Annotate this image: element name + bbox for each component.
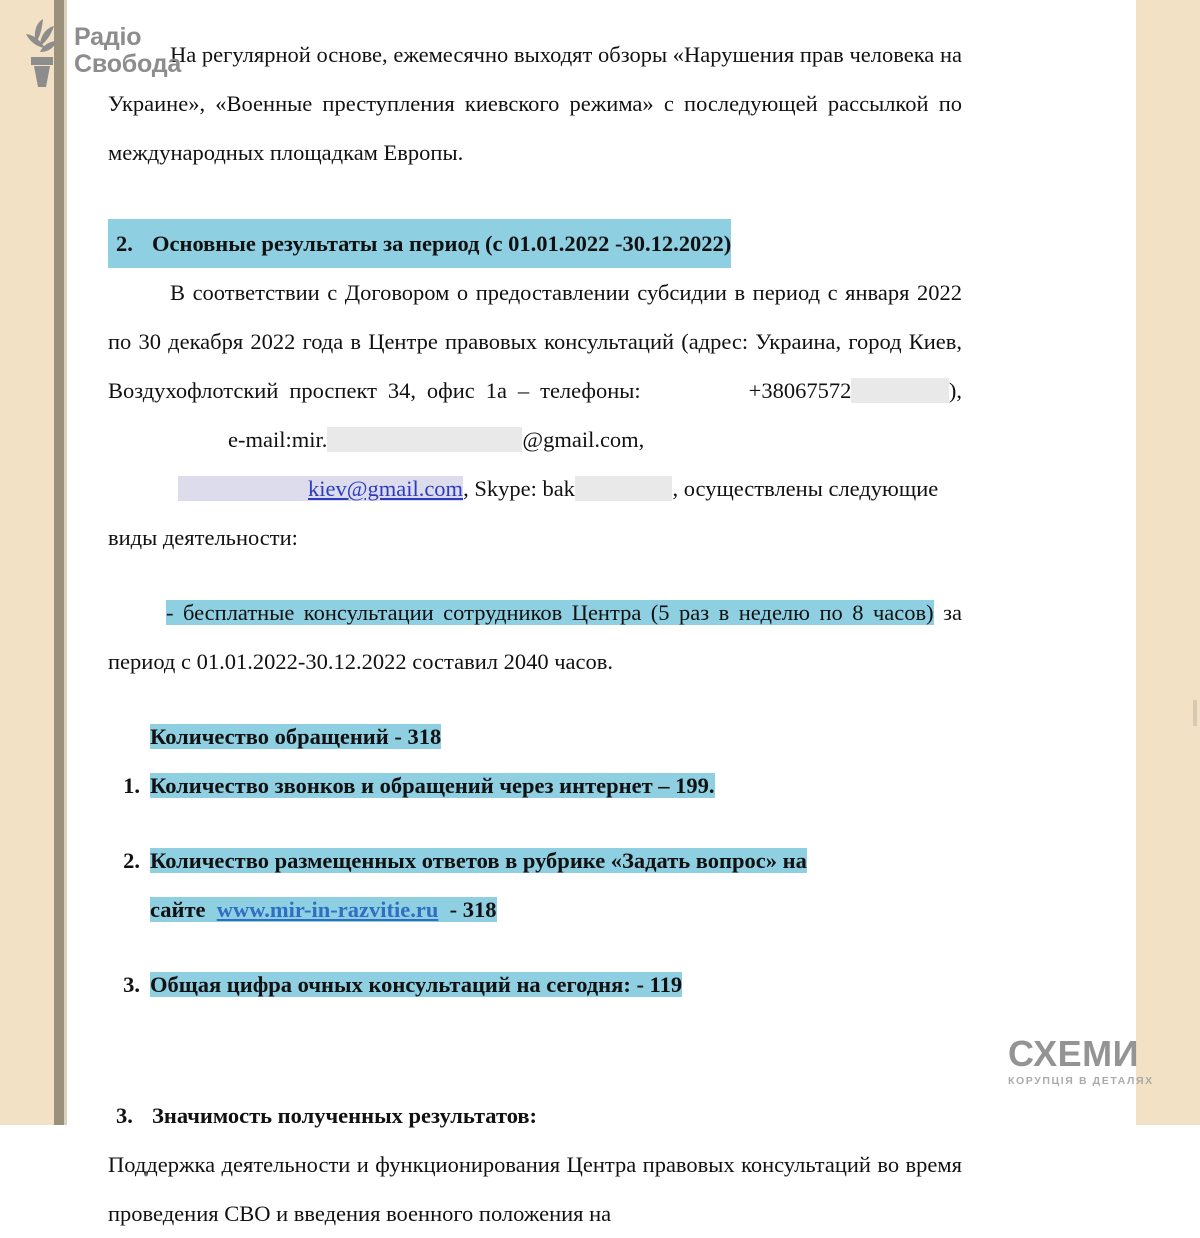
dash-item-plain: за период с 01.01.2022-30.12.2022 составил 2040 часов.	[108, 600, 963, 674]
result-item-1	[108, 761, 962, 810]
result-item-2	[108, 836, 962, 885]
after-phone-text: ),	[948, 378, 962, 403]
email-redaction	[327, 427, 522, 452]
document-body	[108, 30, 962, 1238]
result-item-3	[108, 960, 962, 1009]
result-item-2-line2-group	[150, 897, 497, 922]
radio-svoboda-logo	[16, 8, 196, 94]
phone-prefix: +38067572	[748, 378, 852, 403]
lavender-redaction	[178, 476, 308, 501]
result-item-2-text: Количество размещенных ответов в рубрике «Задать вопрос» на	[150, 848, 807, 873]
logo-line-1: Радіо	[74, 23, 142, 51]
spacer	[108, 177, 962, 219]
spacer	[108, 1009, 962, 1065]
section-2-paragraph	[108, 268, 962, 464]
page-edge-artifact	[1193, 700, 1197, 726]
after-link-text: , Skype: bak	[463, 476, 575, 501]
result-item-1-number: 1.	[123, 773, 140, 798]
spacer	[108, 1065, 962, 1091]
watermark-subtitle: КОРУПЦІЯ В ДЕТАЛЯХ	[1008, 1075, 1154, 1087]
result-item-3-text: Общая цифра очных консультаций на сегодня: - 119	[150, 972, 683, 997]
torch-flame-icon	[16, 13, 68, 89]
watermark-title: СХЕМИ	[1008, 1033, 1140, 1074]
section-3-paragraph: Поддержка деятельности и функционирования Центра правовых консультаций во время проведения СВО и введения военного положения на	[108, 1152, 962, 1226]
dash-item-highlight: - бесплатные консультации сотрудников Центра (5 раз в неделю по 8 часов)	[166, 600, 934, 625]
results-lead: Количество обращений - 318	[150, 724, 442, 749]
section-2-title: Основные результаты за период (с 01.01.2022 -30.12.2022)	[152, 219, 731, 268]
section-3-heading	[108, 1091, 962, 1140]
left-frame-band	[0, 0, 54, 1125]
logo-line-2: Свобода	[74, 50, 182, 78]
section-3-title: Значимость полученных результатов:	[152, 1103, 538, 1128]
results-lead-row	[108, 712, 962, 761]
result-item-2-line2-prefix: сайте	[150, 897, 206, 922]
section-2-number: 2.	[108, 219, 152, 268]
spacer	[108, 934, 962, 960]
section-2-tail-text: , осуществлены следующие виды деятельности:	[108, 476, 939, 550]
result-item-3-number: 3.	[123, 972, 140, 997]
email-link[interactable]: kiev@gmail.com	[308, 476, 464, 501]
result-item-2-line2	[108, 885, 962, 934]
email-domain: @gmail.com,	[522, 427, 645, 452]
dash-item	[108, 588, 962, 686]
section-2-text-seg1: В соответствии с Договором о предоставлении субсидии в период с января 2022 по 30 декабря 2022 года в Центре правовых консультаций (адрес: Украина, город Киев, Воздухофлотский проспект 34, офис 1а – телефоны:	[108, 280, 962, 403]
result-item-1-text: Количество звонков и обращений через интернет – 199.	[150, 773, 715, 798]
spacer	[108, 562, 962, 588]
phone-redaction	[851, 378, 949, 403]
site-url-link[interactable]: www.mir-in-razvitie.ru	[216, 897, 439, 922]
intro-paragraph: На регулярной основе, ежемесячно выходят обзоры «Нарушения прав человека на Украине», «Военные преступления киевского режима» с последующей рассылкой по международных площадкам Европы.	[108, 42, 962, 165]
section-3-number: 3.	[116, 1103, 133, 1128]
logo-wordmark	[74, 24, 181, 78]
spacer	[108, 686, 962, 712]
section-2-heading	[108, 219, 962, 268]
email-label: e-mail:mir.	[228, 427, 328, 452]
section-2-paragraph-line2	[108, 464, 962, 562]
result-item-2-line2-suffix: - 318	[449, 897, 497, 922]
right-frame-band	[1136, 0, 1200, 1125]
result-item-2-number: 2.	[123, 848, 140, 873]
skype-redaction	[575, 476, 673, 501]
spacer	[108, 810, 962, 836]
left-frame-stripe	[54, 0, 64, 1125]
